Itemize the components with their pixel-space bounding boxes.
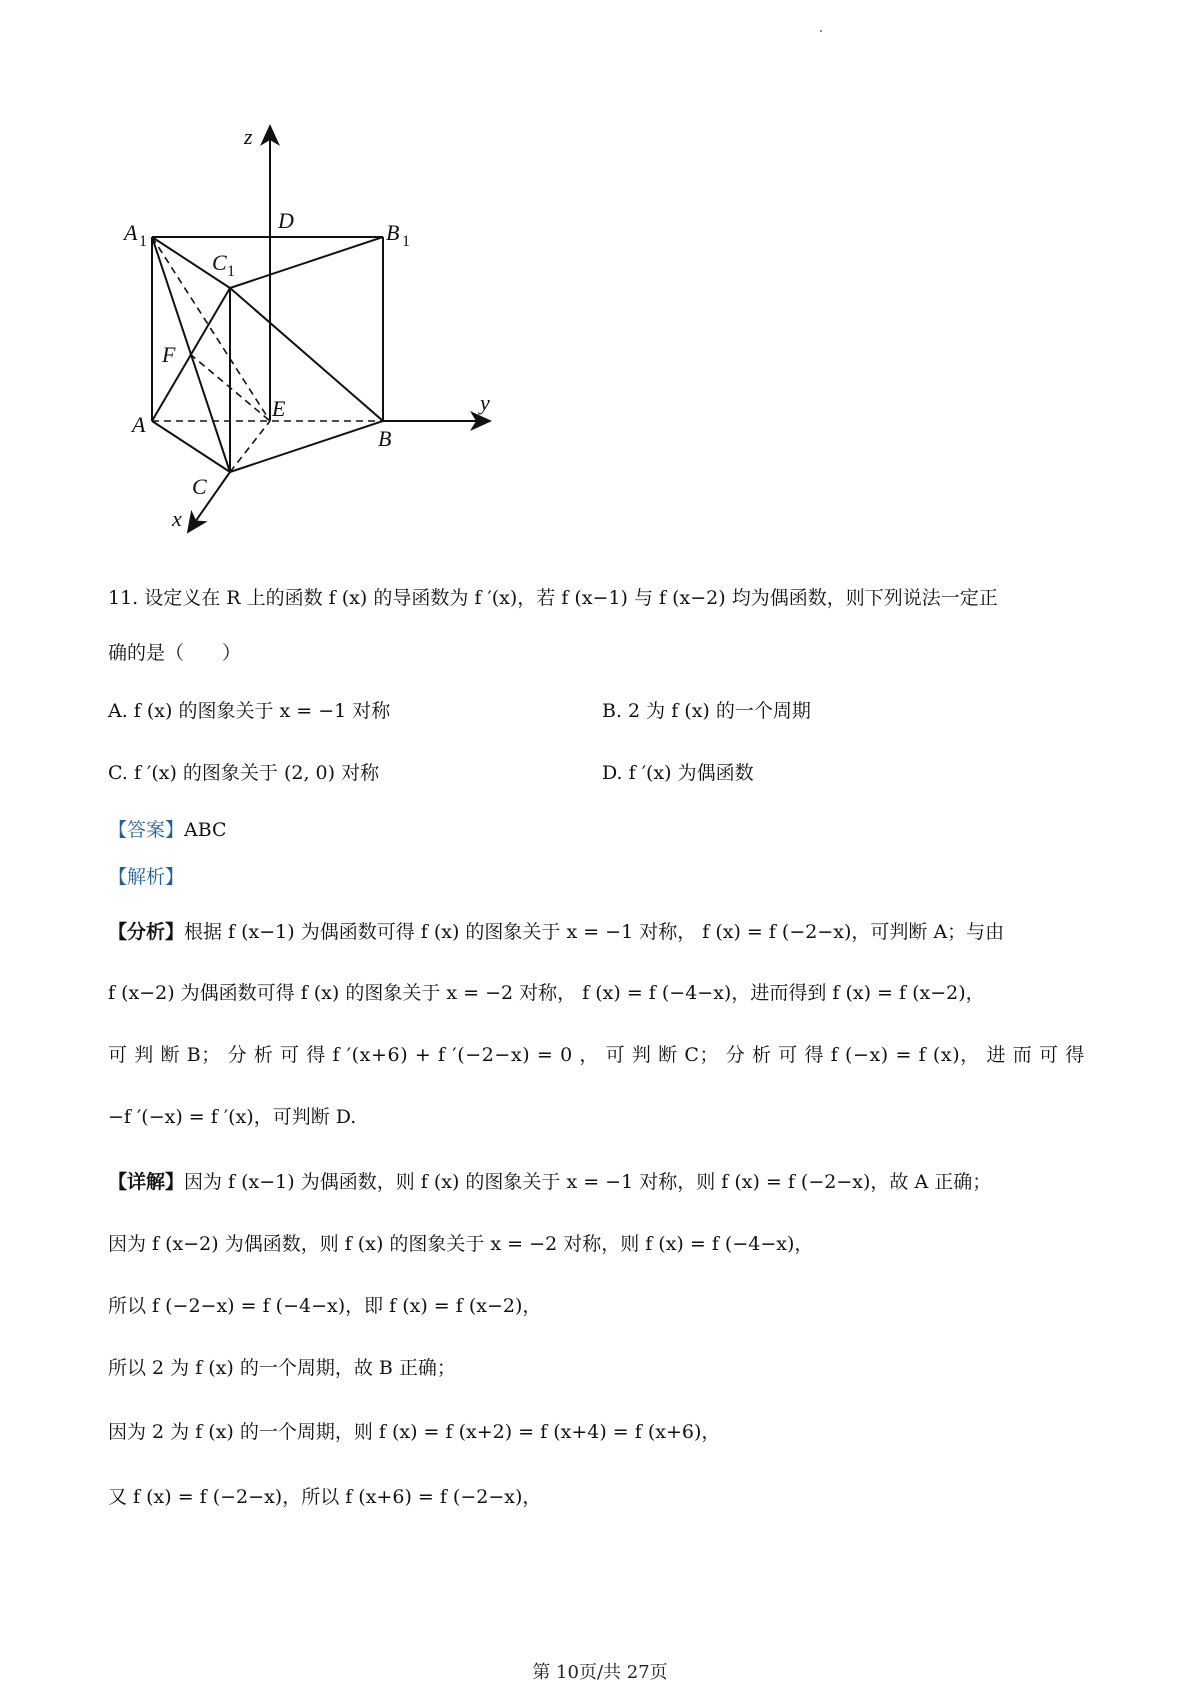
page-footer: 第 10页/共 27页	[532, 1662, 668, 1683]
label-A: A	[132, 412, 146, 437]
question-stem-line2: 确的是（ ）	[108, 642, 242, 664]
answer-value: ABC	[184, 819, 227, 841]
label-B: B	[378, 426, 392, 451]
analysis-tag-line	[108, 862, 1108, 892]
fenxi-line-2: f (x−2) 为偶函数可得 f (x) 的图象关于 x = −2 对称， f (x) = f (−4−x)，进而得到 f (x) = f (x−2)，	[108, 982, 985, 1004]
xiangjie-line-6: 又 f (x) = f (−2−x)，所以 f (x+6) = f (−2−x)，	[108, 1486, 542, 1508]
edge-C1-B	[230, 288, 383, 421]
fenxi-line-1	[108, 917, 1108, 947]
edge-A-C	[152, 421, 230, 472]
xiangjie-line-3: 所以 f (−2−x) = f (−4−x)，即 f (x) = f (x−2)，	[108, 1295, 542, 1317]
label-E: E	[272, 396, 286, 421]
dash-A1-E	[152, 237, 270, 421]
xiangjie-line-5: 因为 2 为 f (x) 的一个周期，则 f (x) = f (x+2) = f (x+4) = f (x+6)，	[108, 1421, 721, 1443]
answer-tag: 【答案】	[108, 819, 185, 841]
xiangjie-line-4: 所以 2 为 f (x) 的一个周期，故 B 正确；	[108, 1357, 456, 1379]
option-c: C. f ′(x) 的图象关于 (2, 0) 对称	[108, 762, 380, 784]
label-D: D	[278, 208, 294, 233]
label-A1: A	[124, 220, 138, 245]
label-B1: B	[386, 220, 400, 245]
label-A1-sub: 1	[139, 233, 147, 250]
option-d: D. f ′(x) 为偶函数	[602, 762, 754, 784]
question-stem-line1: 11. 设定义在 R 上的函数 f (x) 的导函数为 f ′(x)，若 f (x−1) 与 f (x−2) 均为偶函数，则下列说法一定正	[108, 587, 998, 609]
answer-line	[108, 815, 1108, 845]
fenxi-line-3: 可 判 断 B； 分 析 可 得 f ′(x+6) + f ′(−2−x) = 0 ， 可 判 断 C； 分 析 可 得 f (−x) = f (x)， 进 而 可 得	[108, 1044, 1085, 1066]
option-b: B. 2 为 f (x) 的一个周期	[602, 700, 811, 722]
label-C1: C	[212, 250, 227, 275]
fenxi-line-4: −f ′(−x) = f ′(x)，可判断 D.	[108, 1106, 357, 1128]
label-z: z	[244, 124, 253, 149]
edge-C1-B1	[230, 237, 383, 288]
xiangjie-line-1	[108, 1167, 1108, 1197]
label-F: F	[162, 342, 176, 367]
fenxi-tag: 【分析】	[108, 921, 185, 943]
option-a: A. f (x) 的图象关于 x = −1 对称	[108, 700, 391, 722]
edge-C-B	[230, 421, 383, 472]
analysis-tag: 【解析】	[108, 866, 185, 888]
label-C: C	[192, 474, 207, 499]
label-B1-sub: 1	[402, 233, 410, 250]
prism-figure	[0, 0, 1200, 560]
label-x: x	[172, 506, 182, 531]
xiangjie-tag: 【详解】	[108, 1171, 185, 1193]
xiangjie-text-1: 因为 f (x−1) 为偶函数，则 f (x) 的图象关于 x = −1 对称，则 f (x) = f (−2−x)，故 A 正确；	[184, 1171, 992, 1193]
label-y: y	[480, 390, 490, 415]
label-C1-sub: 1	[227, 263, 235, 280]
fenxi-text-1: 根据 f (x−1) 为偶函数可得 f (x) 的图象关于 x = −1 对称， f (x) = f (−2−x)，可判断 A；与由	[184, 921, 1005, 943]
xiangjie-line-2: 因为 f (x−2) 为偶函数，则 f (x) 的图象关于 x = −2 对称，则 f (x) = f (−4−x)，	[108, 1233, 814, 1255]
